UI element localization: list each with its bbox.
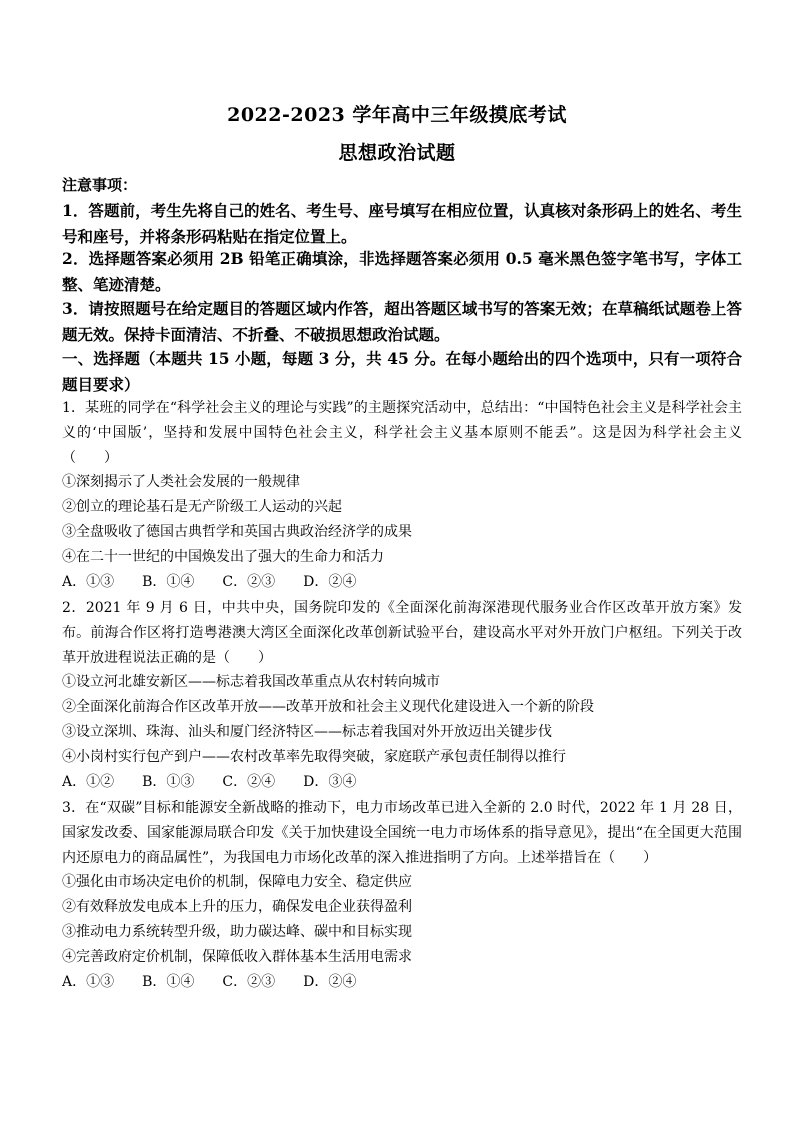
question-option: ④小岗村实行包产到户——农村改革率先取得突破，家庭联产承包责任制得以推行 bbox=[62, 749, 566, 765]
question-stem: 1．某班的同学在“科学社会主义的理论与实践”的主题探究活动中，总结出：“中国特色社会主义是科学社会主义的‘中国版’，坚持和发展中国特色社会主义，科学社会主义基本原则不能丢”。这是因为科学社会主义（ ） bbox=[62, 400, 742, 466]
answer-choices: A．①③ B．①④ C．②③ D．②④ bbox=[62, 574, 357, 590]
question-stem: 3．在“双碳”目标和能源安全新战略的推动下，电力市场改革已进入全新的 2.0 时代，2022 年 1 月 28 日，国家发改委、国家能源局联合印发《关于加快建设全国统一电力市场体系的指导意见》，提出“在全国更大范围内还原电力的商品属性”，为我国电力市场化改革的深入推进指明了方向。上述举措旨在（ ） bbox=[62, 800, 742, 866]
question-option: ③设立深圳、珠海、汕头和厦门经济特区——标志着我国对外开放迈出关键步伐 bbox=[62, 724, 552, 740]
question-option: ④完善政府定价机制，保障低收入群体基本生活用电需求 bbox=[62, 949, 412, 965]
question-option: ①设立河北雄安新区——标志着我国改革重点从农村转向城市 bbox=[62, 674, 440, 690]
question-option: ②全面深化前海合作区改革开放——改革开放和社会主义现代化建设进入一个新的阶段 bbox=[62, 699, 594, 715]
answer-choices: A．①② B．①③ C．②④ D．③④ bbox=[62, 774, 357, 790]
question-stem: 2．2021 年 9 月 6 日，中共中央，国务院印发的《全面深化前海深港现代服务业合作区改革开放方案》发布。前海合作区将打造粤港澳大湾区全面深化改革创新试验平台，建设高水平对外开放门户枢纽。下列关于改革开放进程说法正确的是（ ） bbox=[62, 600, 742, 666]
notice-item: 1．答题前，考生先将自己的姓名、考生号、座号填写在相应位置，认真核对条形码上的姓名、考生号和座号，并将条形码粘贴在指定位置上。 bbox=[62, 201, 742, 246]
notice-item: 3．请按照题号在给定题目的答题区域内作答，超出答题区域书写的答案无效；在草稿纸试题卷上答题无效。保持卡面清洁、不折叠、不破损思想政治试题。 bbox=[62, 299, 742, 344]
exam-title: 2022-2023 学年高中三年级摸底考试 bbox=[227, 104, 567, 126]
answer-choices: A．①③ B．①④ C．②③ D．②④ bbox=[62, 974, 357, 990]
notice-heading: 注意事项： bbox=[62, 176, 138, 194]
question-option: ①强化由市场决定电价的机制，保障电力安全、稳定供应 bbox=[62, 874, 412, 890]
question-option: ③推动电力系统转型升级，助力碳达峰、碳中和目标实现 bbox=[62, 924, 412, 940]
notice-item: 2．选择题答案必须用 2B 铅笔正确填涂，非选择题答案必须用 0.5 毫米黑色签字笔书写，字体工整、笔迹清楚。 bbox=[62, 249, 742, 294]
question-option: ③全盘吸收了德国古典哲学和英国古典政治经济学的成果 bbox=[62, 524, 412, 540]
question-option: ②创立的理论基石是无产阶级工人运动的兴起 bbox=[62, 499, 342, 515]
question-option: ④在二十一世纪的中国焕发出了强大的生命力和活力 bbox=[62, 549, 384, 565]
exam-subject: 思想政治试题 bbox=[338, 142, 456, 164]
section-heading: 一、选择题（本题共 15 小题，每题 3 分，共 45 分。在每小题给出的四个选项中，只有一项符合题目要求） bbox=[62, 349, 742, 394]
question-option: ②有效释放发电成本上升的压力，确保发电企业获得盈利 bbox=[62, 899, 412, 915]
question-option: ①深刻揭示了人类社会发展的一般规律 bbox=[62, 474, 300, 490]
